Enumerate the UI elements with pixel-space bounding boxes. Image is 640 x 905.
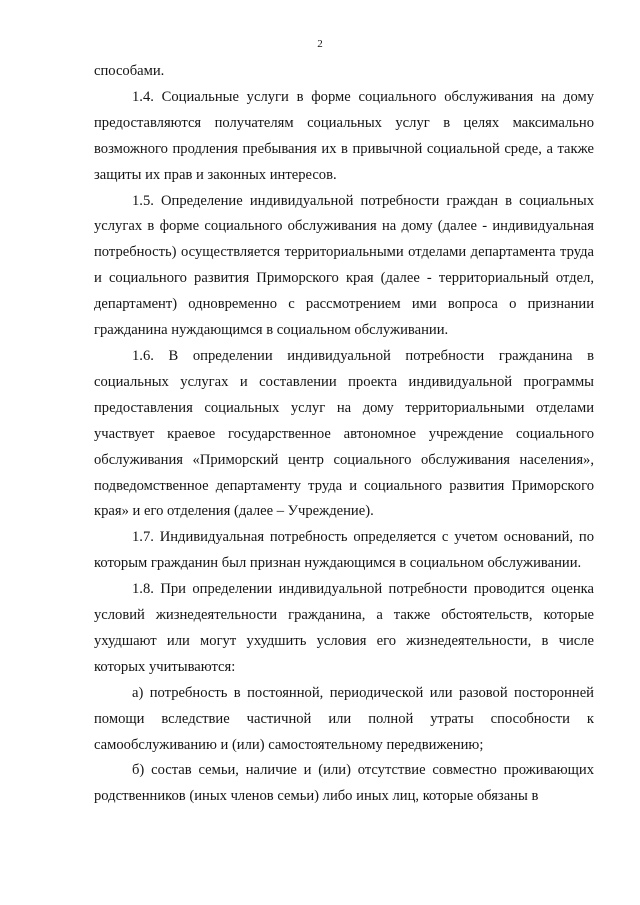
paragraph-continuation: способами. <box>94 63 165 79</box>
paragraph-1-7: 1.7. Индивидуальная потребность определяется с учетом оснований, по которым гражданин был признан нуждающимся в социальном обслуживании. <box>94 529 594 572</box>
paragraph-1-4: 1.4. Социальные услуги в форме социального обслуживания на дому предоставляются получателям социальных услуг в целях максимально возможного продления пребывания их в привычной социальной среде, а также защиты их прав и законных интересов. <box>94 88 594 183</box>
paragraph-1-5: 1.5. Определение индивидуальной потребности граждан в социальных услугах в форме социального обслуживания на дому (далее - индивидуальная потребность) осуществляется территориальными отделами департамента труда и социального развития Приморского края (далее - территориальный отдел, департамент) одновременно с рассмотрением ими вопроса о признании гражданина нуждающимся в социальном обслуживании. <box>94 192 594 339</box>
paragraph-1-6: 1.6. В определении индивидуальной потребности гражданина в социальных услугах и составлении проекта индивидуальной программы предоставления социальных услуг на дому территориальными отделами участвует краевое государственное автономное учреждение социального обслуживания «Приморский центр социального обслуживания населения», подведомственное департаменту труда и социального развития Приморского края» и его отделения (далее – Учреждение). <box>94 347 594 520</box>
list-item-b: б) состав семьи, наличие и (или) отсутствие совместно проживающих родственников (иных членов семьи) либо иных лиц, которые обязаны в <box>94 762 594 805</box>
list-item-a: а) потребность в постоянной, периодической или разовой посторонней помощи вследствие частичной или полной утраты способности к самообслуживанию и (или) самостоятельному передвижению; <box>94 684 594 753</box>
document-body <box>94 59 594 810</box>
page-number: 2 <box>317 38 323 50</box>
paragraph-1-8: 1.8. При определении индивидуальной потребности проводится оценка условий жизнедеятельности гражданина, а также обстоятельств, которые ухудшают или могут ухудшить условия его жизнедеятельности, в числе которых учитываются: <box>94 581 594 675</box>
